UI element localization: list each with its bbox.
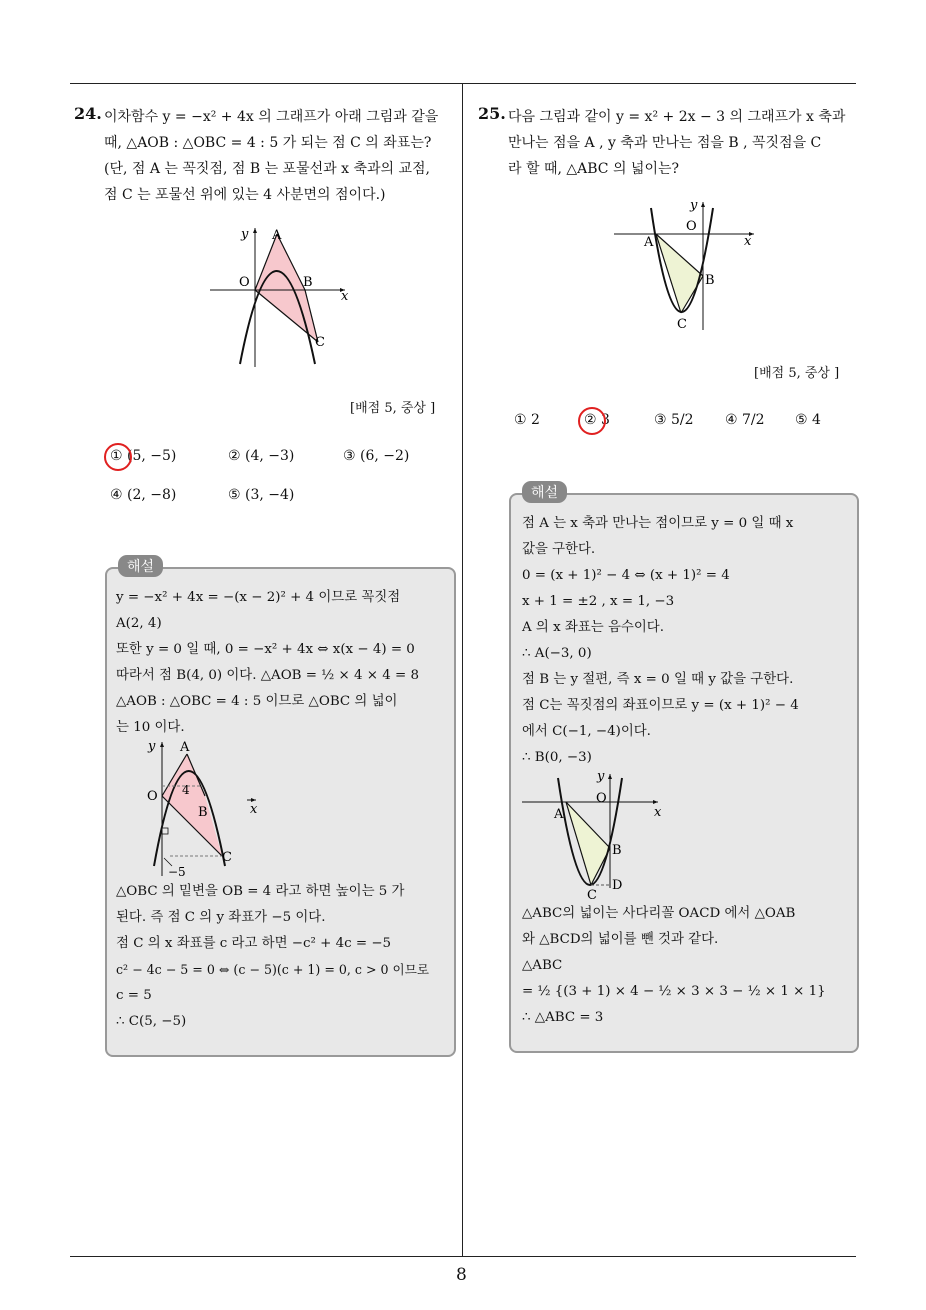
q24-choice-3[interactable]: ③ (6, −2) <box>343 448 410 464</box>
label-y: y <box>690 198 698 213</box>
label-y: y <box>241 227 249 242</box>
q25-choice-3[interactable]: ③ 5/2 <box>654 412 694 428</box>
question-text <box>508 104 858 182</box>
q24-solution-graph <box>142 736 272 878</box>
q24-choice-5[interactable]: ⑤ (3, −4) <box>228 487 295 503</box>
solution-line: 는 10 이다. <box>116 720 185 735</box>
question-line: 점 C 는 포물선 위에 있는 4 사분면의 점이다.) <box>104 187 386 203</box>
solution-line: A 의 x 좌표는 음수이다. <box>522 620 664 635</box>
question-line: 때, △AOB : △OBC = 4 : 5 가 되는 점 C 의 좌표는? <box>104 135 432 151</box>
label-x: x <box>250 802 258 817</box>
q25-choice-1[interactable]: ① 2 <box>514 412 540 428</box>
label-o: O <box>239 275 250 290</box>
solution-line: 점 B 는 y 절편, 즉 x = 0 일 때 y 값을 구한다. <box>522 672 794 687</box>
q24-score: [배점 5, 중상 ] <box>350 401 436 416</box>
q24-choice-1[interactable]: ① (5, −5) <box>110 448 177 464</box>
top-rule <box>70 83 856 84</box>
label-o: O <box>147 789 158 804</box>
y-axis-arrow <box>608 774 612 779</box>
triangle-abc <box>566 802 610 885</box>
y-axis-arrow <box>253 228 257 233</box>
label-c: C <box>315 335 325 350</box>
label-4: 4 <box>182 783 190 797</box>
solution-line: c = 5 <box>116 988 152 1003</box>
x-axis-arrow <box>653 800 658 804</box>
solution-line: 0 = (x + 1)² − 4 ⇔ (x + 1)² = 4 <box>522 568 730 583</box>
solution-line: ∴ C(5, −5) <box>116 1014 187 1029</box>
solution-line: ∴ △ABC = 3 <box>522 1010 604 1025</box>
solution-line: 값을 구한다. <box>522 542 596 557</box>
solution-line: c² − 4c − 5 = 0 ⇔ (c − 5)(c + 1) = 0, c > 0 이므로 <box>116 962 430 977</box>
q24-graph <box>205 222 355 370</box>
solution-line: ∴ A(−3, 0) <box>522 646 592 661</box>
solution-line: 점 C는 꼭짓점의 좌표이므로 y = (x + 1)² − 4 <box>522 698 799 713</box>
label-a: A <box>180 740 190 755</box>
answer-mark <box>104 443 132 471</box>
solution-line: △OBC 의 밑변을 OB = 4 라고 하면 높이는 5 가 <box>116 884 405 899</box>
y-axis-arrow <box>701 202 705 207</box>
page-number: 8 <box>456 1265 467 1285</box>
label-o: O <box>686 219 697 234</box>
solution-line: y = −x² + 4x = −(x − 2)² + 4 이므로 꼭짓점 <box>116 590 401 605</box>
q24-choice-4[interactable]: ④ (2, −8) <box>110 487 177 503</box>
answer-mark <box>578 407 606 435</box>
label-a: A <box>272 228 282 243</box>
label-c: C <box>222 850 232 865</box>
label-a: A <box>554 807 564 822</box>
label-x: x <box>654 805 662 820</box>
solution-line: 따라서 점 B(4, 0) 이다. △AOB = ½ × 4 × 4 = 8 <box>116 668 419 683</box>
question-line: 다음 그림과 같이 y = x² + 2x − 3 의 그래프가 x 축과 <box>508 109 846 125</box>
question-number: 24. <box>74 104 102 123</box>
label-y: y <box>597 769 605 784</box>
label-b: B <box>198 805 208 820</box>
label-c: C <box>587 888 597 903</box>
solution-line: 점 C 의 x 좌표를 c 라고 하면 −c² + 4c = −5 <box>116 936 392 951</box>
bottom-rule <box>70 1256 856 1257</box>
solution-line: 또한 y = 0 일 때, 0 = −x² + 4x ⇔ x(x − 4) = 0 <box>116 642 415 657</box>
q25-solution-tag: 해설 <box>522 481 567 503</box>
label-d: D <box>612 878 623 893</box>
q25-graph <box>606 196 766 334</box>
solution-line: △ABC의 넓이는 사다리꼴 OACD 에서 △OAB <box>522 906 796 921</box>
question-line: 이차함수 y = −x² + 4x 의 그래프가 아래 그림과 같을 <box>104 109 439 125</box>
q24-solution-text-2 <box>116 879 446 1035</box>
label-y: y <box>148 739 156 754</box>
solution-line: x + 1 = ±2 , x = 1, −3 <box>522 594 675 609</box>
q25-solution-graph <box>518 768 668 906</box>
solution-line: A(2, 4) <box>116 616 162 631</box>
solution-line: 점 A 는 x 축과 만나는 점이므로 y = 0 일 때 x <box>522 516 794 531</box>
solution-line: 된다. 즉 점 C 의 y 좌표가 −5 이다. <box>116 910 326 925</box>
solution-line: ∴ B(0, −3) <box>522 750 592 765</box>
q24-solution-tag: 해설 <box>118 555 163 577</box>
solution-line: △ABC <box>522 958 563 973</box>
q25-choice-5[interactable]: ⑤ 4 <box>795 412 821 428</box>
solution-line: = ½ {(3 + 1) × 4 − ½ × 3 × 3 − ½ × 1 × 1} <box>522 984 826 999</box>
q24-solution-text <box>116 585 446 741</box>
label-c: C <box>677 317 687 332</box>
column-divider <box>462 83 463 1257</box>
label-minus5: −5 <box>168 865 186 878</box>
y-axis-arrow <box>160 742 164 747</box>
solution-line: △AOB : △OBC = 4 : 5 이므로 △OBC 의 넓이 <box>116 694 398 709</box>
label-o: O <box>596 791 607 806</box>
q25-choice-4[interactable]: ④ 7/2 <box>725 412 765 428</box>
q25-score: [배점 5, 중상 ] <box>754 366 840 381</box>
q25-solution-text-2 <box>522 901 852 1031</box>
solution-line: 와 △BCD의 넓이를 뺀 것과 같다. <box>522 932 719 947</box>
label-b: B <box>705 273 715 288</box>
label-b: B <box>303 275 313 290</box>
label-a: A <box>644 235 654 250</box>
label-b: B <box>612 843 622 858</box>
question-number: 25. <box>478 104 506 123</box>
q25-solution-text <box>522 511 852 771</box>
question-text <box>104 104 464 208</box>
solution-line: 에서 C(−1, −4)이다. <box>522 724 651 739</box>
label-x: x <box>744 234 752 249</box>
q24-choice-2[interactable]: ② (4, −3) <box>228 448 295 464</box>
q25-choice-2[interactable]: ② 3 <box>584 412 610 428</box>
question-line: (단, 점 A 는 꼭짓점, 점 B 는 포물선과 x 축과의 교점, <box>104 161 430 177</box>
right-angle-mark <box>162 828 168 834</box>
question-line: 라 할 때, △ABC 의 넓이는? <box>508 161 680 177</box>
question-line: 만나는 점을 A , y 축과 만나는 점을 B , 꼭짓점을 C <box>508 135 822 151</box>
label-x: x <box>341 289 349 304</box>
